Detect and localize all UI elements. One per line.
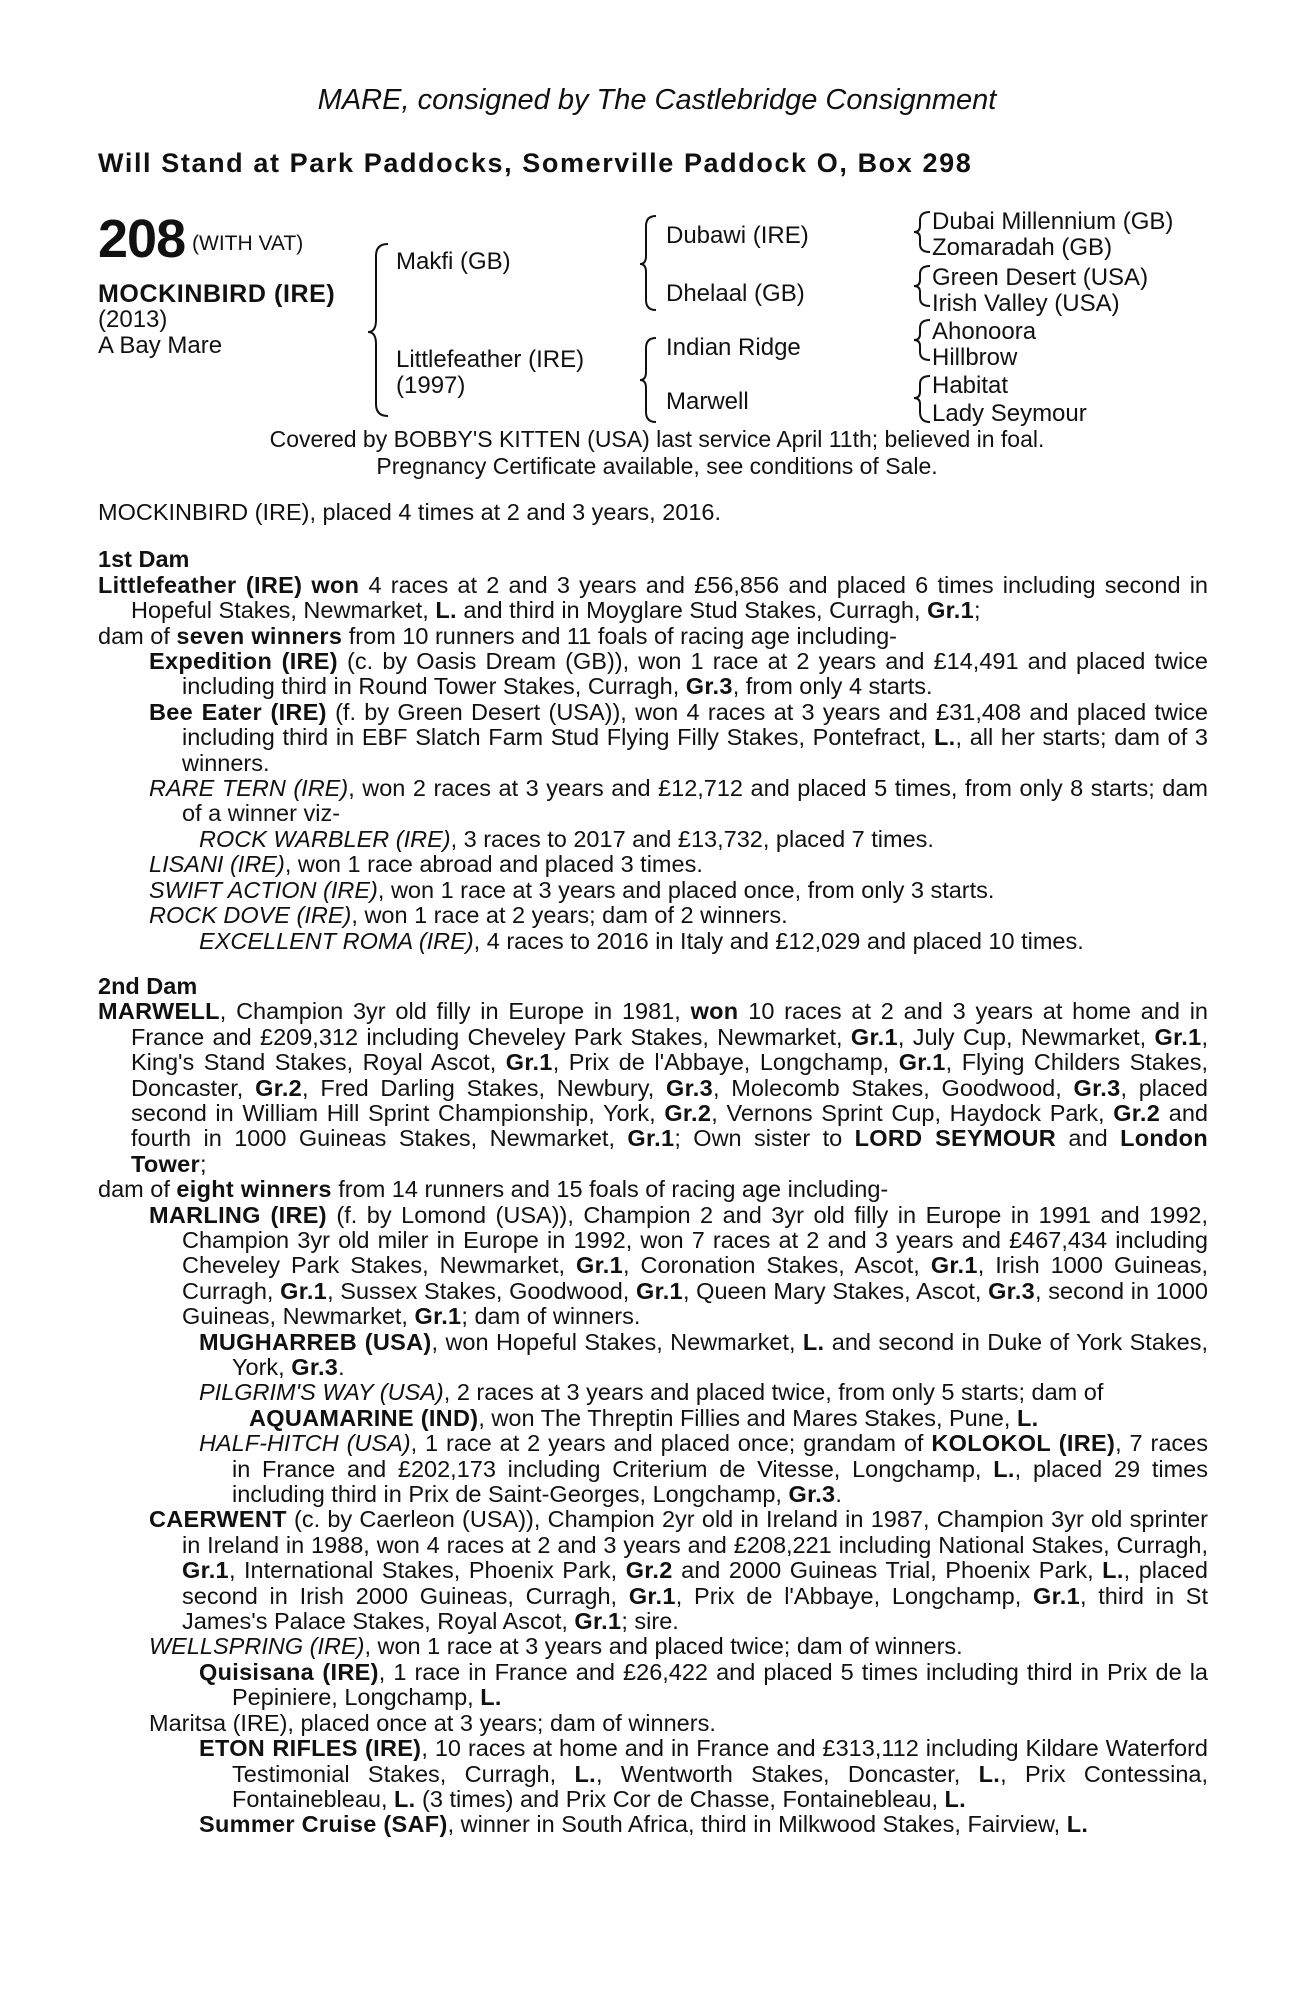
listed-badge: L. — [993, 1455, 1015, 1482]
second-dam-name: MARWELL — [98, 998, 220, 1025]
record-text: , second in 1000 Guineas, Newmarket, — [182, 1277, 1208, 1330]
horse-foaling-year: (2013) — [98, 306, 168, 333]
group-badge: Gr.1 — [280, 1277, 328, 1304]
listed-badge: L. — [480, 1684, 502, 1711]
pedigree-sire-sire: Dubawi (IRE) — [666, 222, 809, 249]
group-badge: Gr.1 — [182, 1557, 229, 1584]
record-text: , Queen Mary Stakes, Ascot, — [682, 1277, 989, 1304]
record-text: , placed second in Irish 2000 Guineas, Curragh, — [182, 1557, 1208, 1609]
record-text: ; — [199, 1150, 207, 1177]
group-badge: Gr.1 — [850, 1023, 898, 1050]
lot-number: 208 — [98, 209, 186, 269]
record-text: , 4 races to 2016 in Italy and £12,029 and placed 10 times. — [473, 927, 1084, 954]
record-text: dam of — [98, 622, 177, 649]
record-text: , won 1 race at 2 years; dam of 2 winners. — [351, 902, 788, 929]
horse-name: MOCKINBIRD (IRE) — [98, 280, 336, 308]
listed-badge: L. — [1016, 1404, 1039, 1431]
group-badge: Gr.1 — [930, 1252, 978, 1279]
produce-entry — [98, 700, 1208, 776]
produce-name: ROCK WARBLER (IRE) — [199, 825, 451, 852]
pedigree-dam-sire: Indian Ridge — [666, 334, 801, 361]
produce-entry — [98, 903, 1208, 928]
record-text: , placed 29 times including third in Prix de Saint-Georges, Longchamp, — [232, 1455, 1209, 1508]
first-dam-produce-summary — [98, 624, 1208, 649]
produce-entry — [98, 1203, 1208, 1330]
produce-subentry — [98, 1330, 1208, 1381]
produce-name: HALF-HITCH (USA) — [199, 1430, 411, 1457]
first-dam-record — [98, 573, 1208, 624]
listed-badge: L. — [944, 1785, 966, 1812]
pedigree-sire-dam: Dhelaal (GB) — [666, 280, 805, 307]
produce-entry — [98, 1634, 1208, 1659]
group-badge: Gr.2 — [625, 1557, 673, 1584]
first-dam-heading: 1st Dam — [98, 546, 190, 573]
record-text: , 3 races to 2017 and £13,732, placed 7 times. — [450, 825, 934, 852]
produce-subentry — [98, 1660, 1208, 1711]
group-badge: Gr.1 — [627, 1125, 675, 1152]
record-text: , 1 race at 2 years and placed once; grandam of — [410, 1430, 932, 1457]
record-text: , won 1 race abroad and placed 3 times. — [284, 851, 703, 878]
record-text: and third in Moyglare Stud Stakes, Curragh, — [456, 597, 928, 624]
produce-name: PILGRIM'S WAY (USA) — [199, 1379, 444, 1406]
produce-subentry — [98, 1812, 1208, 1837]
pedigree-dam-dam: Marwell — [666, 388, 749, 415]
listed-badge: L. — [394, 1785, 416, 1812]
record-text: and fourth in 1000 Guineas Stakes, Newmarket, — [131, 1099, 1208, 1152]
second-dam-record — [98, 999, 1208, 1177]
record-text: 10 races at 2 and 3 years at home and in France and £209,312 including Cheveley Park Stakes, Newmarket, — [131, 998, 1208, 1050]
horse-description: A Bay Mare — [98, 332, 223, 359]
produce-name: RARE TERN (IRE) — [149, 775, 349, 802]
record-text: , placed second in William Hill Sprint Championship, York, — [131, 1074, 1208, 1126]
covering-note — [0, 426, 1314, 480]
consignor-title: MARE, consigned by The Castlebridge Consignment — [317, 84, 997, 116]
record-text: , Fred Darling Stakes, Newbury, — [302, 1074, 667, 1101]
pedigree-gen3-1: Dubai Millennium (GB) — [932, 208, 1174, 235]
group-badge: Gr.2 — [664, 1099, 712, 1126]
produce-name: WELLSPRING (IRE) — [149, 1633, 365, 1660]
produce-entry — [98, 649, 1208, 700]
record-text: , 10 races at home and in France and £313,112 including Kildare Waterford Testimonial Stakes, Curragh, — [232, 1735, 1208, 1787]
record-text: , Champion 3yr old filly in Europe in 1981, — [219, 998, 691, 1025]
record-text: , third in St James's Palace Stakes, Royal Ascot, — [182, 1582, 1208, 1635]
pedigree-gen3-2: Zomaradah (GB) — [932, 234, 1113, 261]
produce-subentry — [98, 1380, 1208, 1405]
record-text: , Sussex Stakes, Goodwood, — [327, 1277, 636, 1304]
produce-name: LISANI (IRE) — [149, 851, 285, 878]
record-text: . — [835, 1481, 842, 1508]
listed-badge: L. — [435, 597, 457, 624]
record-text: , Vernons Sprint Cup, Haydock Park, — [711, 1099, 1114, 1126]
record-text: , winner in South Africa, third in Milkwood Stakes, Fairview, — [447, 1811, 1067, 1838]
produce-entry — [98, 878, 1208, 903]
group-badge: Gr.1 — [927, 597, 974, 624]
produce-name: AQUAMARINE (IND) — [249, 1404, 479, 1431]
pedigree-gen3-3: Green Desert (USA) — [932, 264, 1149, 291]
record-text: and — [1056, 1125, 1121, 1152]
produce-entry: Maritsa (IRE), placed once at 3 years; dam of winners. — [149, 1709, 716, 1736]
record-text: , 7 races in France and £202,173 including Criterium de Vitesse, Longchamp, — [232, 1430, 1209, 1482]
record-text: dam of — [98, 1176, 177, 1203]
group-badge: Gr.3 — [685, 673, 733, 700]
record-text: ; Own sister to — [674, 1125, 855, 1152]
pregnancy-certificate-line: Pregnancy Certificate available, see conditions of Sale. — [376, 453, 938, 479]
record-text: ; dam of winners. — [461, 1303, 641, 1330]
record-text: , Prix Contessina, Fontainebleau, — [232, 1760, 1209, 1812]
pedigree-gen3-6: Hillbrow — [932, 344, 1018, 371]
group-badge: Gr.1 — [636, 1277, 683, 1304]
record-text: . — [338, 1354, 345, 1380]
produce-name: ROCK DOVE (IRE) — [149, 902, 352, 929]
produce-name: Bee Eater (IRE) — [149, 698, 327, 725]
group-badge: Gr.1 — [628, 1582, 676, 1609]
stand-location: Will Stand at Park Paddocks, Somerville Paddock O, Box 298 — [98, 148, 973, 178]
record-text: ; — [974, 597, 981, 624]
produce-entry — [98, 1507, 1208, 1634]
record-text: , all her starts; dam of 3 winners. — [182, 724, 1208, 776]
covering-line: Covered by BOBBY'S KITTEN (USA) last service April 11th; believed in foal. — [269, 426, 1045, 452]
record-text: , won Hopeful Stakes, Newmarket, — [431, 1328, 803, 1355]
listed-badge: L. — [934, 724, 956, 751]
produce-name: SWIFT ACTION (IRE) — [149, 876, 378, 903]
record-text: (c. by Oasis Dream (GB)), won 1 race at 2 years and £14,491 and placed twice including third in Round Tower Stakes, Curragh, — [182, 648, 1208, 700]
record-text: and second in Duke of York Stakes, York, — [232, 1328, 1208, 1380]
record-text: (f. by Green Desert (USA)), won 4 races at 3 years and £31,408 and placed twice including third in EBF Slatch Farm Stud Flying Filly Stakes, Pontefract, — [182, 698, 1208, 751]
produce-subentry — [98, 827, 1208, 852]
produce-name: EXCELLENT ROMA (IRE) — [199, 927, 474, 954]
record-text: from 10 runners and 11 foals of racing age including- — [342, 622, 898, 649]
pedigree-gen3-7: Habitat — [932, 372, 1009, 399]
sibling-name: LORD SEYMOUR — [854, 1125, 1057, 1152]
produce-subentry — [98, 1431, 1208, 1507]
group-badge: Gr.3 — [1073, 1074, 1121, 1101]
listed-badge: L. — [1102, 1557, 1124, 1584]
pedigree-gen3-4: Irish Valley (USA) — [932, 290, 1120, 317]
group-badge: Gr.1 — [414, 1303, 462, 1330]
record-text: (c. by Caerleon (USA)), Champion 2yr old in Ireland in 1987, Champion 3yr old sprinter in Ireland in 1988, won 4 races at 2 and 3 years and £208,221 including National Stakes, Curragh, — [182, 1506, 1208, 1558]
group-badge: Gr.1 — [576, 1252, 623, 1279]
record-text: , Prix de l'Abbaye, Longchamp, — [675, 1582, 1034, 1609]
produce-subentry — [98, 1736, 1208, 1812]
record-text: , won 1 race at 3 years and placed once, from only 3 starts. — [377, 876, 995, 903]
mare-summary: MOCKINBIRD (IRE), placed 4 times at 2 and 3 years, 2016. — [98, 499, 722, 525]
first-dam-name: Littlefeather (IRE) — [98, 571, 303, 598]
produce-name: ETON RIFLES (IRE) — [199, 1735, 422, 1762]
record-text: , Prix de l'Abbaye, Longchamp, — [552, 1049, 899, 1076]
produce-name: MUGHARREB (USA) — [199, 1328, 432, 1355]
pedigree-gen3-8: Lady Seymour — [932, 400, 1087, 427]
produce-name: Quisisana (IRE) — [199, 1658, 379, 1685]
produce-entry — [98, 852, 1208, 877]
record-text: , Wentworth Stakes, Doncaster, — [595, 1760, 979, 1787]
group-badge: Gr.2 — [1113, 1099, 1161, 1126]
group-badge: Gr.1 — [1033, 1582, 1080, 1609]
produce-entry — [98, 776, 1208, 827]
record-text: , International Stakes, Phoenix Park, — [228, 1557, 626, 1584]
sibling-name: London Tower — [131, 1125, 1208, 1177]
group-badge: Gr.3 — [988, 1277, 1036, 1304]
group-badge: Gr.2 — [255, 1074, 303, 1101]
group-badge: Gr.3 — [666, 1074, 713, 1101]
record-text: , Molecomb Stakes, Goodwood, — [712, 1074, 1074, 1101]
produce-name: KOLOKOL (IRE) — [931, 1430, 1116, 1457]
record-text: , July Cup, Newmarket, — [897, 1023, 1155, 1050]
group-badge: Gr.1 — [898, 1049, 946, 1076]
produce-name: MARLING (IRE) — [149, 1201, 327, 1228]
record-text: , Coronation Stakes, Ascot, — [622, 1252, 931, 1279]
listed-badge: L. — [574, 1760, 596, 1787]
group-badge: Gr.1 — [505, 1049, 553, 1076]
produce-name: Summer Cruise (SAF) — [199, 1811, 448, 1838]
winners-count: eight winners — [176, 1176, 332, 1203]
pedigree-sire: Makfi (GB) — [396, 248, 511, 275]
listed-badge: L. — [802, 1328, 825, 1355]
catalogue-body — [98, 500, 1208, 1838]
record-text: , Irish 1000 Guineas, Curragh, — [182, 1252, 1208, 1304]
vat-note: (WITH VAT) — [192, 232, 304, 255]
pedigree-gen3-5: Ahonoora — [932, 318, 1037, 345]
record-text: , 2 races at 3 years and placed twice, from only 5 starts; dam of — [443, 1379, 1104, 1406]
record-text: , won The Threptin Fillies and Mares Stakes, Pune, — [478, 1404, 1017, 1431]
record-text: , 1 race in France and £26,422 and placed 5 times including third in Prix de la Pepiniere, Longchamp, — [232, 1658, 1208, 1711]
group-badge: Gr.3 — [291, 1354, 339, 1380]
record-text: (f. by Lomond (USA)), Champion 2 and 3yr old filly in Europe in 1991 and 1992, Champion 3yr old miler in Europe in 1992, won 7 races at 2 and 3 years and £467,434 including Cheveley Park Stakes, Newmarket, — [182, 1201, 1208, 1279]
second-dam-heading: 2nd Dam — [98, 972, 198, 999]
record-text: and 2000 Guineas Trial, Phoenix Park, — [672, 1557, 1103, 1584]
record-text: (3 times) and Prix Cor de Chasse, Fontainebleau, — [415, 1785, 945, 1812]
won-label: won — [311, 571, 360, 598]
produce-subentry — [98, 1406, 1208, 1431]
produce-subentry — [98, 929, 1208, 954]
pedigree-dam-year: (1997) — [396, 372, 466, 399]
produce-name: Expedition (IRE) — [149, 648, 338, 675]
record-text: , won 1 race at 3 years and placed twice; dam of winners. — [364, 1633, 963, 1660]
record-text: ; sire. — [621, 1608, 679, 1635]
won-label: won — [690, 998, 739, 1025]
listed-badge: L. — [1066, 1811, 1089, 1838]
listed-badge: L. — [978, 1760, 1001, 1787]
second-dam-produce-summary — [98, 1177, 1208, 1202]
group-badge: Gr.1 — [1154, 1023, 1202, 1050]
record-text: , won 2 races at 3 years and £12,712 and placed 5 times, from only 8 starts; dam of a winner viz- — [182, 775, 1208, 827]
record-text: , from only 4 starts. — [732, 673, 933, 700]
pedigree-dam: Littlefeather (IRE) — [396, 346, 585, 373]
winners-count: seven winners — [176, 622, 343, 649]
record-text: , Flying Childers Stakes, Doncaster, — [131, 1049, 1208, 1101]
group-badge: Gr.1 — [574, 1608, 622, 1635]
produce-name: CAERWENT — [149, 1506, 287, 1533]
record-text: from 14 runners and 15 foals of racing age including- — [331, 1176, 889, 1203]
record-text: 4 races at 2 and 3 years and £56,856 and placed 6 times including second in Hopeful Stakes, Newmarket, — [131, 571, 1208, 624]
group-badge: Gr.3 — [788, 1481, 836, 1508]
record-text: , King's Stand Stakes, Royal Ascot, — [131, 1023, 1208, 1076]
